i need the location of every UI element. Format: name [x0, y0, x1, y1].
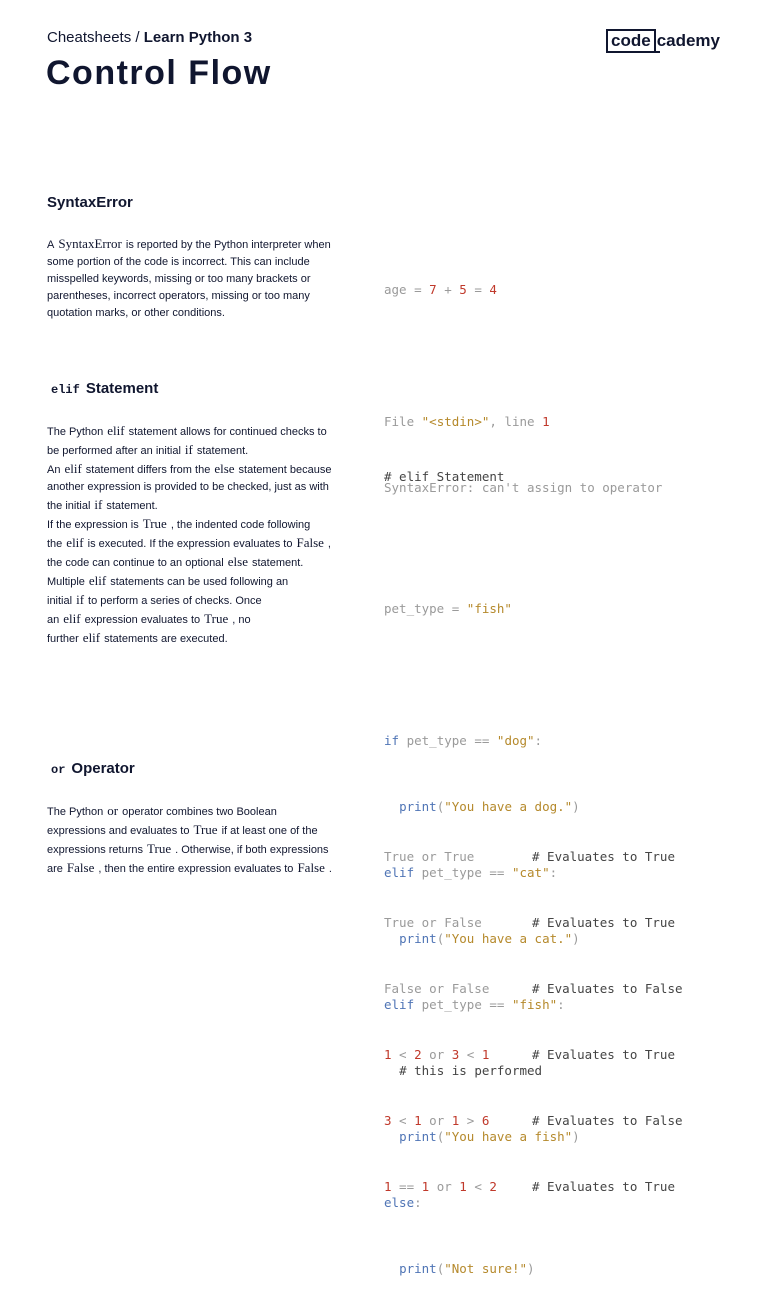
inline-code: False [66, 860, 95, 875]
code-line: True or False # Evaluates to True [384, 915, 675, 930]
inline-code: elif [66, 535, 84, 550]
inline-code: elif [107, 423, 125, 438]
inline-code: if [94, 497, 103, 512]
desc-text: is reported by the Python interpreter when some portion of the code is incorrect. This can include misspelled keywords, missing or too many brackets or parentheses, incorrect operators, missing or too many quotation marks, or other conditions. [47, 239, 331, 319]
code-line: # this is performed [399, 1063, 543, 1078]
breadcrumb [47, 29, 252, 46]
code-line: 3 < 1 or 1 > 6 # Evaluates to False [384, 1113, 683, 1128]
section-title-keyword: elif [51, 383, 80, 397]
inline-code: True [193, 822, 218, 837]
code-line: else: [384, 1195, 422, 1210]
code-line: elif pet_type == "cat": [384, 865, 558, 880]
inline-code: True [204, 611, 229, 626]
inline-code: elif [82, 630, 101, 645]
code-line: True or True # Evaluates to True [384, 849, 675, 864]
inline-code: False [296, 535, 324, 550]
desc-text: A [47, 239, 55, 251]
inline-code: else [227, 554, 248, 569]
breadcrumb-root-link[interactable]: Cheatsheets [47, 29, 132, 46]
section-title-text: Statement [85, 380, 159, 397]
code-block-or [384, 802, 683, 1220]
logo-box-text: code [606, 29, 656, 53]
codecademy-logo[interactable] [606, 29, 720, 53]
inline-code: SyntaxError [58, 236, 122, 251]
code-line: pet_type = "fish" [384, 601, 512, 616]
inline-code: if [184, 442, 193, 457]
breadcrumb-current: Learn Python 3 [143, 29, 253, 46]
logo-rest-text: cademy [656, 31, 721, 50]
code-line: print("Not sure!") [399, 1261, 535, 1276]
section-desc-syntaxerror [47, 235, 332, 322]
section-desc-elif: The Python elif statement allows for continued checks to be performed after an initial if statement. An elif statement differs from the else statement because another expression is provided to be checked, just as with the initial if statement. If the expression is True , the indented code following the elif is executed. If the expression evaluates to False , the code can continue to an optional else statement. Multiple elif statements can be used following an initial if to perform a series of checks. Once an elif expression evaluates to True , no further elif statements are executed. [47, 423, 332, 645]
code-line: age = 7 + 5 = 4 [384, 282, 497, 297]
inline-code: elif [88, 573, 107, 588]
section-title-text: Operator [71, 760, 135, 777]
section-title-elif [47, 380, 158, 397]
code-line: elif pet_type == "fish": [384, 997, 565, 1012]
breadcrumb-separator: / [135, 29, 140, 46]
inline-code: True [142, 516, 167, 531]
inline-code: True [147, 841, 172, 856]
code-line: print("You have a dog.") [399, 799, 580, 814]
inline-code: elif [63, 611, 81, 626]
code-line: 1 < 2 or 3 < 1 # Evaluates to True [384, 1047, 675, 1062]
code-line: print("You have a fish") [399, 1129, 580, 1144]
code-line: # elif Statement [384, 469, 505, 484]
inline-code: elif [64, 461, 82, 476]
section-title-keyword: or [51, 763, 66, 777]
code-line: 1 == 1 or 1 < 2 # Evaluates to True [384, 1179, 675, 1194]
section-desc-or: The Python or operator combines two Boolean expressions and evaluates to True if at least one of the expressions returns True . Otherwise, if both expressions are False , then the entire expression evaluates to False . [47, 803, 332, 875]
inline-code: if [76, 592, 85, 607]
code-line: print("You have a cat.") [399, 931, 580, 946]
code-line: if pet_type == "dog": [384, 733, 543, 748]
inline-code: False [297, 860, 325, 875]
page-title: Control Flow [46, 54, 272, 92]
code-line: File "<stdin>", line 1 [384, 414, 550, 429]
code-line: False or False # Evaluates to False [384, 981, 683, 996]
inline-code: else [214, 461, 235, 476]
section-title-or [47, 760, 135, 777]
section-title-syntaxerror: SyntaxError [47, 194, 133, 211]
inline-code: or [107, 803, 119, 818]
code-line: SyntaxError: can't assign to operator [384, 480, 663, 495]
